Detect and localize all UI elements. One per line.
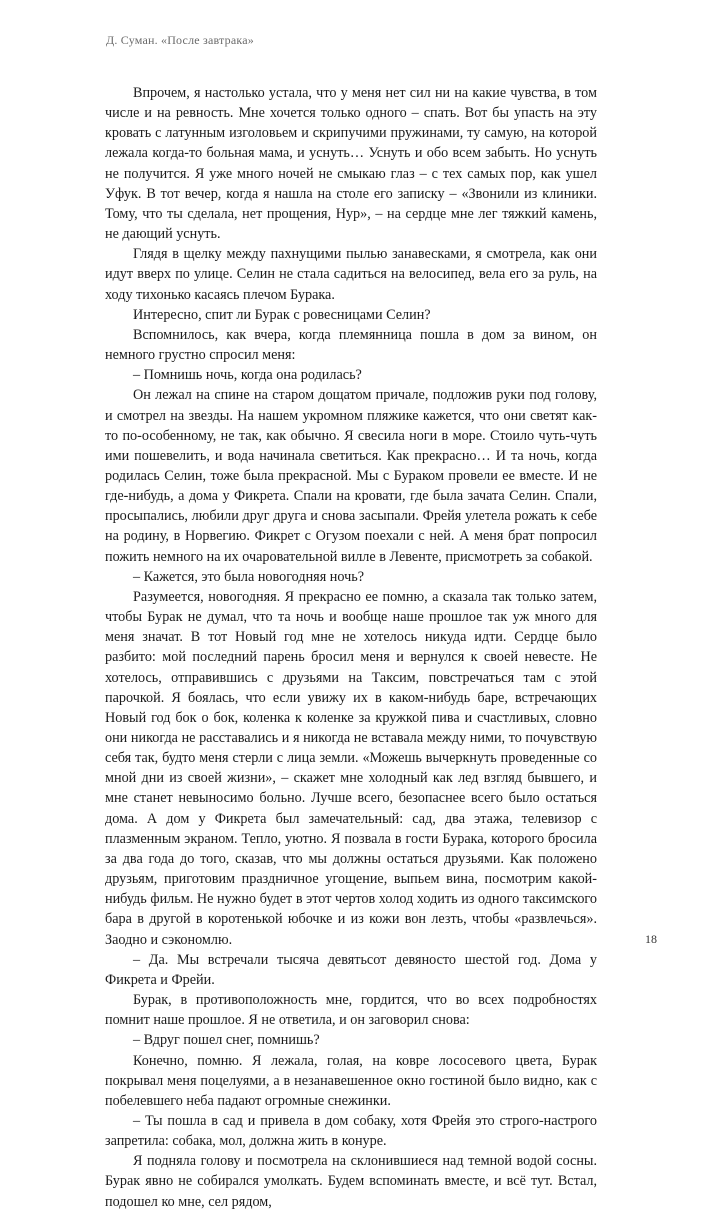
paragraph: Впрочем, я настолько устала, что у меня нет сил ни на какие чувства, в том числе и на ревность. Мне хочется только одного – спать. Вот бы упасть на эту кровать с латунным изголовьем и скрипучими пружинами, ту самую, на которой лежала когда-то больная мама, и уснуть… Уснуть и обо всем забыть. Но уснуть не получится. Я уже много ночей не смыкаю глаз – с тех самых пор, как ушел Уфук. В тот вечер, когда я нашла на столе его записку – «Звонили из клиники. Тому, что ты сделала, нет прощения, Нур», – на сердце мне лег тяжкий камень, не дающий уснуть. [105, 85, 597, 243]
page-number: 18 [645, 932, 657, 946]
paragraph: – Вдруг пошел снег, помнишь? [133, 1032, 320, 1049]
paragraph: Вспомнилось, как вчера, когда племянница пошла в дом за вином, он немного грустно спросил меня: [105, 326, 597, 364]
paragraph: – Помнишь ночь, когда она родилась? [133, 367, 362, 384]
paragraph: Конечно, помню. Я лежала, голая, на ковре лососевого цвета, Бурак покрывал меня поцелуями, а в незанавешенное окно гостиной было видно, как с побелевшего неба падают огромные снежинки. [105, 1052, 597, 1109]
paragraph: Интересно, спит ли Бурак с ровесницами Селин? [133, 306, 431, 323]
paragraph: – Кажется, это была новогодняя ночь? [133, 568, 364, 585]
paragraph: Я подняла голову и посмотрела на склонившиеся над темной водой сосны. Бурак явно не собирался умолкать. Будем вспоминать вместе, и всё тут. Встал, подошел ко мне, сел рядом, [105, 1153, 597, 1210]
body-text [105, 83, 597, 1212]
paragraph: Он лежал на спине на старом дощатом причале, подложив руки под голову, и смотрел на звезды. На нашем укромном пляжике кажется, что они светят как-то по-особенному, не так, как обычно. Я свесила ноги в море. Стоило чуть-чуть ими пошевелить, и вода начинала светиться. Как прекрасно… И та ночь, когда родилась Селин, тоже была прекрасной. Мы с Бураком провели ее вместе. И не где-нибудь, а дома у Фикрета. Спали на кровати, где была зачата Селин. Спали, просыпались, любили друг друга и снова засыпали. Фрейя улетела рожать к себе на родину, в Норвегию. Фикрет с Огузом поехали с ней. А меня брат попросил пожить немного на их очаровательной вилле в Левенте, присмотреть за собакой. [105, 387, 597, 565]
paragraph: Разумеется, новогодняя. Я прекрасно ее помню, а сказала так только затем, чтобы Бурак не думал, что та ночь и вообще наше прошлое так уж много для меня значат. В тот Новый год мне не хотелось никуда идти. Сердце было разбито: мой последний парень бросил меня и вернулся к своей невесте. Не хотелось, отправившись с друзьями на Таксим, повстречаться там с этой парочкой. Я боялась, что если увижу их в каком-нибудь баре, встречающих Новый год бок о бок, коленка к коленке за кружкой пива и счастливых, словно они никогда не расставались и я никогда не вставала между ними, то почувствую себя так, будто меня стерли с лица земли. «Можешь вычеркнуть проведенные со мной дни из своей жизни», – скажет мне холодный как лед взгляд бывшего, и мне станет невыносимо больно. Лучше всего, безопаснее всего было остаться дома. А дом у Фикрета был замечательный: сад, два этажа, телевизор с плазменным экраном. Тепло, уютно. Я позвала в гости Бурака, которого бросила за два года до того, сказав, что мы должны остаться друзьями. Как положено друзьям, приготовим праздничное угощение, выпьем вина, посмотрим какой-нибудь фильм. Не нужно будет в этот чертов холод ходить из одного таксимского бара в другой в коротенькой юбочке и из кожи вон лезть, чтобы «развлечься». Заодно и сэкономлю. [105, 588, 597, 948]
paragraph: Глядя в щелку между пахнущими пылью занавесками, я смотрела, как они идут вверх по улице. Селин не стала садиться на велосипед, вела его за руль, на ходу тихонько касаясь плечом Бурака. [105, 246, 597, 303]
paragraph: Бурак, в противоположность мне, гордится, что во всех подробностях помнит наше прошлое. Я не ответила, и он заговорил снова: [105, 992, 597, 1029]
running-head: Д. Суман. «После завтрака» [106, 33, 254, 47]
paragraph: – Да. Мы встречали тысяча девятьсот девяносто шестой год. Дома у Фикрета и Фрейи. [105, 951, 597, 988]
paragraph: – Ты пошла в сад и привела в дом собаку, хотя Фрейя это строго-настрого запретила: собака, мол, должна жить в конуре. [105, 1112, 597, 1150]
